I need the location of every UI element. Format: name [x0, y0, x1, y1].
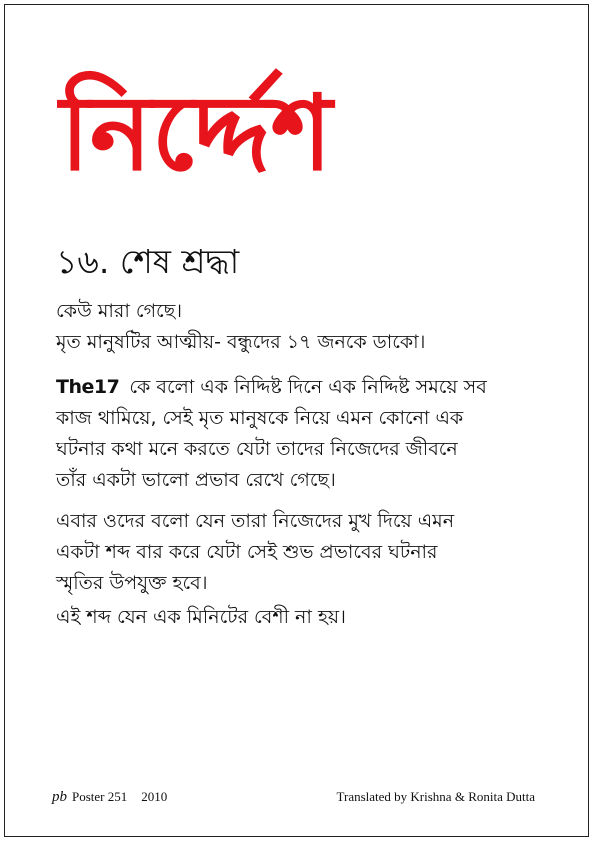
page-title: নির্দ্দেশ	[60, 72, 333, 194]
paragraph-limit	[56, 602, 536, 633]
section-heading: ১৬. শেষ শ্রদ্ধা	[56, 242, 240, 281]
paragraph-line: এই শব্দ যেন এক মিনিটের বেশী না হয়।	[56, 606, 346, 628]
brand-name: The17	[56, 376, 120, 398]
pb-logo: pb	[52, 789, 67, 805]
paragraph-line: তাঁর একটা ভালো প্রভাব রেখে গেছে।	[56, 469, 336, 491]
paragraph-line: কেউ মারা গেছে।	[56, 300, 183, 322]
paragraph-line: স্মৃতির উপযুক্ত হবে।	[56, 572, 208, 594]
paragraph-instructions	[56, 372, 536, 496]
poster-year: 2010	[141, 789, 168, 804]
paragraph-line: কাজ থামিয়ে, সেই মৃত মানুষকে নিয়ে এমন কোনো এক	[56, 407, 464, 429]
paragraph-line: একটা শব্দ বার করে যেটা সেই শুভ প্রভাবের ঘটনার	[56, 541, 438, 563]
footer-credit: Translated by Krishna & Ronita Dutta	[336, 789, 535, 804]
paragraph-line: মৃত মানুষটির আত্মীয়- বন্ধুদের ১৭ জনকে ডাকো।	[56, 331, 426, 353]
paragraph-line-first: The17 কে বলো এক নিদ্দিষ্ট দিনে এক নিদ্দিষ্ট সময়ে সব	[56, 376, 487, 398]
footer-poster-info	[52, 788, 167, 806]
paragraph-line: ঘটনার কথা মনে করতে যেটা তাদের নিজেদের জীবনে	[56, 438, 458, 460]
poster-number: Poster 251	[72, 789, 128, 804]
paragraph-word	[56, 506, 536, 599]
paragraph-intro	[56, 296, 536, 358]
paragraph-line: এবার ওদের বলো যেন তারা নিজেদের মুখ দিয়ে এমন	[56, 510, 455, 532]
